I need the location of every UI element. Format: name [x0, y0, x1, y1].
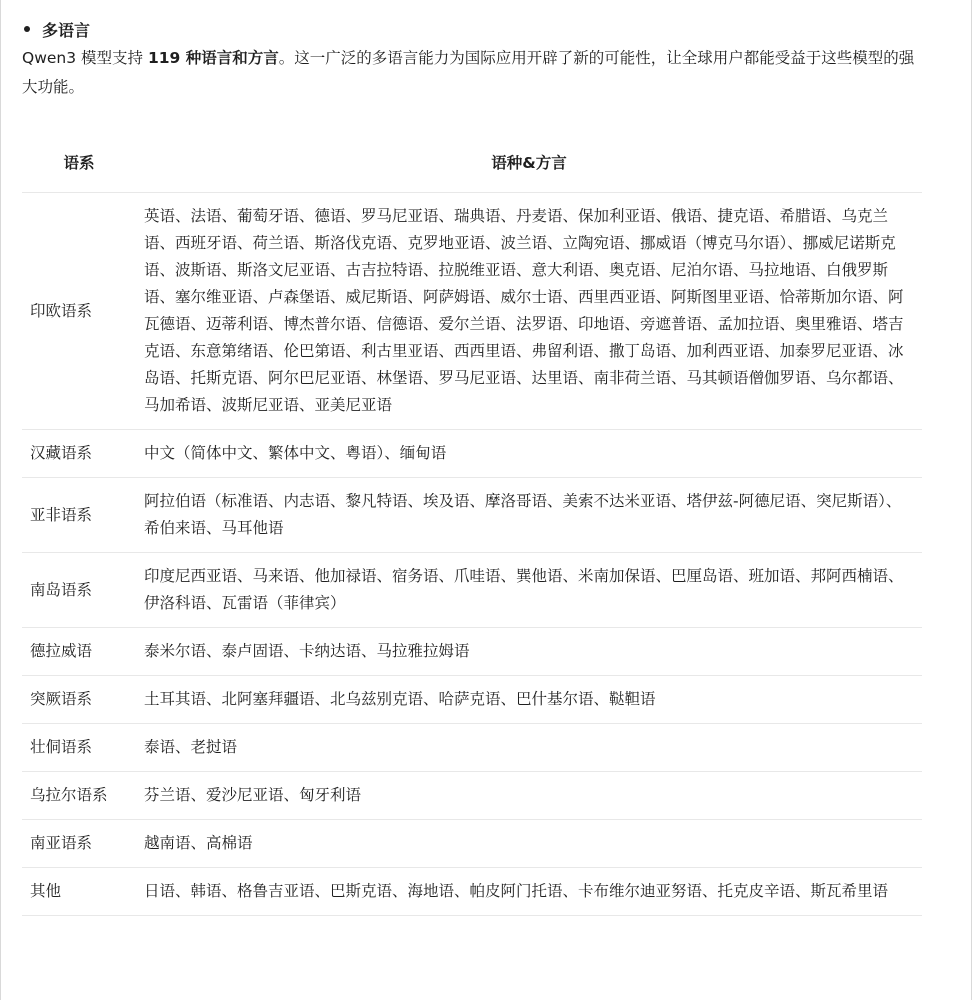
languages-cell: 土耳其语、北阿塞拜疆语、北乌兹别克语、哈萨克语、巴什基尔语、鞑靼语	[136, 676, 922, 724]
family-cell: 乌拉尔语系	[22, 772, 136, 820]
table-row	[22, 724, 922, 772]
table-row	[22, 628, 922, 676]
header-family: 语系	[22, 132, 136, 193]
family-cell: 汉藏语系	[22, 430, 136, 478]
intro-suffix: 。这一广泛的多语言能力为国际应用开辟了新的可能性，让全球用户都能受益于这些模型的强大功能。	[22, 49, 915, 96]
family-cell: 亚非语系	[22, 478, 136, 553]
languages-cell: 阿拉伯语（标准语、内志语、黎凡特语、埃及语、摩洛哥语、美索不达米亚语、塔伊兹-阿德尼语、突尼斯语）、希伯来语、马耳他语	[136, 478, 922, 553]
intro-prefix: Qwen3 模型支持	[22, 49, 148, 67]
family-cell: 南亚语系	[22, 820, 136, 868]
table-row	[22, 820, 922, 868]
languages-cell: 印度尼西亚语、马来语、他加禄语、宿务语、爪哇语、巽他语、米南加保语、巴厘岛语、班加语、邦阿西楠语、伊洛科语、瓦雷语（菲律宾）	[136, 553, 922, 628]
table-row	[22, 553, 922, 628]
intro-paragraph	[22, 44, 922, 102]
multilingual-section	[22, 14, 922, 916]
section-title: 多语言	[42, 20, 91, 40]
language-table	[22, 132, 922, 916]
languages-cell: 英语、法语、葡萄牙语、德语、罗马尼亚语、瑞典语、丹麦语、保加利亚语、俄语、捷克语、希腊语、乌克兰语、西班牙语、荷兰语、斯洛伐克语、克罗地亚语、波兰语、立陶宛语、挪威语（博克马尔语）、挪威尼诺斯克语、波斯语、斯洛文尼亚语、古吉拉特语、拉脱维亚语、意大利语、奥克语、尼泊尔语、马拉地语、白俄罗斯语、塞尔维亚语、卢森堡语、威尼斯语、阿萨姆语、威尔士语、西里西亚语、阿斯图里亚语、恰蒂斯加尔语、阿瓦德语、迈蒂利语、博杰普尔语、信德语、爱尔兰语、法罗语、印地语、旁遮普语、孟加拉语、奥里雅语、塔吉克语、东意第绪语、伦巴第语、利古里亚语、西西里语、弗留利语、撒丁岛语、加利西亚语、加泰罗尼亚语、冰岛语、托斯克语、阿尔巴尼亚语、林堡语、罗马尼亚语、达里语、南非荷兰语、马其顿语僧伽罗语、乌尔都语、马加希语、波斯尼亚语、亚美尼亚语	[136, 193, 922, 430]
family-cell: 壮侗语系	[22, 724, 136, 772]
table-row	[22, 868, 922, 916]
table-row	[22, 772, 922, 820]
languages-cell: 泰语、老挝语	[136, 724, 922, 772]
family-cell: 其他	[22, 868, 136, 916]
family-cell: 德拉威语	[22, 628, 136, 676]
languages-cell: 芬兰语、爱沙尼亚语、匈牙利语	[136, 772, 922, 820]
family-cell: 突厥语系	[22, 676, 136, 724]
table-row	[22, 430, 922, 478]
header-languages: 语种&方言	[136, 132, 922, 193]
intro-bold: 119 种语言和方言	[147, 49, 279, 67]
table-row	[22, 478, 922, 553]
family-cell: 印欧语系	[22, 193, 136, 430]
table-row	[22, 676, 922, 724]
languages-cell: 越南语、高棉语	[136, 820, 922, 868]
table-row	[22, 193, 922, 430]
table-header-row	[22, 132, 922, 193]
languages-cell: 中文（简体中文、繁体中文、粤语）、缅甸语	[136, 430, 922, 478]
languages-cell: 日语、韩语、格鲁吉亚语、巴斯克语、海地语、帕皮阿门托语、卡布维尔迪亚努语、托克皮辛语、斯瓦希里语	[136, 868, 922, 916]
languages-cell: 泰米尔语、泰卢固语、卡纳达语、马拉雅拉姆语	[136, 628, 922, 676]
family-cell: 南岛语系	[22, 553, 136, 628]
bullet-icon	[24, 26, 30, 32]
section-heading	[22, 14, 922, 44]
